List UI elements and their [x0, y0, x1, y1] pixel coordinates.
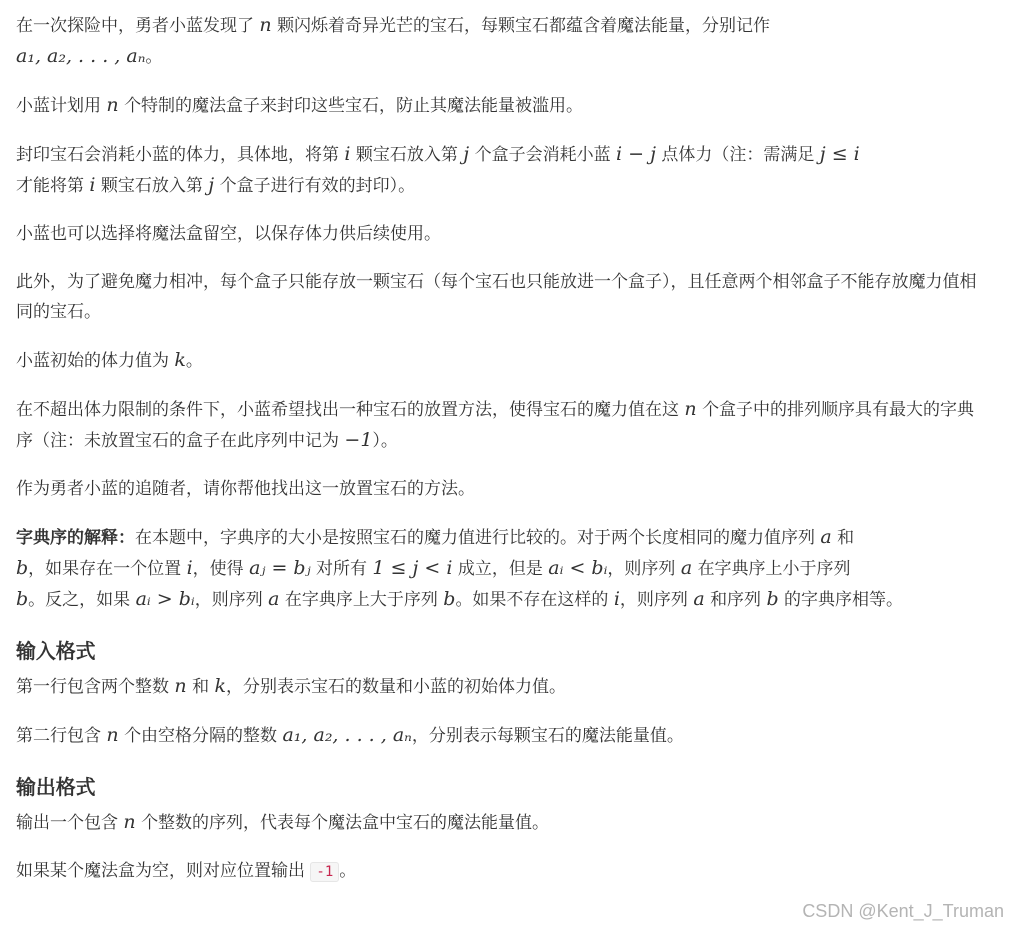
text: 才能将第	[16, 176, 84, 196]
paragraph-task	[16, 466, 991, 514]
math-b: b	[16, 557, 29, 579]
math-n: n	[106, 724, 119, 746]
text: 第二行包含	[16, 726, 101, 746]
text: ，则序列	[619, 590, 688, 610]
text: 颗宝石放入第	[100, 176, 203, 196]
text: ，分别表示每颗宝石的魔法能量值。	[411, 726, 684, 746]
text: 颗宝石放入第	[355, 145, 458, 165]
text: ，如果存在一个位置	[28, 559, 182, 579]
text: 和	[837, 528, 855, 548]
text: 在本题中，字典序的大小是按照宝石的魔力值进行比较的。对于两个长度相同的魔力值序列	[135, 528, 815, 548]
paragraph-intro	[16, 0, 991, 82]
math-a: a	[268, 588, 280, 610]
text: ，分别表示宝石的数量和小蓝的初始体力值。	[225, 677, 566, 697]
math-n: n	[123, 811, 136, 833]
paragraph-adjacency	[16, 259, 991, 337]
paragraph-lexicographic	[16, 514, 991, 625]
output-format-heading: 输出格式	[16, 776, 96, 799]
text: 作为勇者小蓝的追随者，请你帮他找出这一放置宝石的方法。	[16, 479, 475, 499]
math-n: n	[684, 398, 697, 420]
bold-term: 字典序的解释：	[16, 528, 135, 548]
text: ，则序列	[607, 559, 676, 579]
math-j: j	[463, 143, 470, 165]
text: 小蓝计划用	[16, 96, 101, 116]
text: 个盒子中的排列顺序具有最大的字典序（注：未放置宝石的盒子在此序列中记为	[16, 400, 975, 451]
math-a: a	[680, 557, 693, 579]
paragraph-boxes	[16, 82, 991, 131]
math-b: b	[766, 588, 779, 610]
csdn-watermark: CSDN @Kent_J_Truman	[802, 901, 1004, 921]
text: 点体力（注：需满足	[661, 145, 815, 165]
math-condition: j ≤ i	[819, 143, 860, 165]
math-n: n	[259, 14, 272, 36]
math-range: 1 ≤ j < i	[372, 557, 453, 579]
math-b: b	[443, 588, 456, 610]
text: 个盒子进行有效的封印）。	[219, 176, 416, 196]
math-negative-one: −1	[344, 429, 373, 451]
paragraph-output-line1	[16, 807, 991, 848]
text: 在字典序上大于序列	[284, 590, 438, 610]
text: 的字典序相等。	[784, 590, 904, 610]
text: 如果某个魔法盒为空，则对应位置输出	[16, 861, 305, 881]
text: ，则序列	[194, 590, 263, 610]
math-k: k	[214, 675, 226, 697]
problem-statement	[16, 0, 991, 897]
text: 在不超出体力限制的条件下，小蓝希望找出一种宝石的放置方法，使得宝石的魔力值在这	[16, 400, 679, 420]
math-b: b	[16, 588, 29, 610]
math-n: n	[174, 675, 187, 697]
paragraph-cost	[16, 131, 991, 211]
math-i: i	[186, 557, 193, 579]
text: 。如果不存在这样的	[455, 590, 609, 610]
text: 。反之，如果	[28, 590, 131, 610]
math-i: i	[613, 588, 620, 610]
inline-code: -1	[310, 862, 339, 882]
text: 和序列	[710, 590, 762, 610]
paragraph-input-line2	[16, 712, 991, 761]
text: 在字典序上小于序列	[697, 559, 851, 579]
input-format-heading: 输入格式	[16, 640, 96, 663]
text: 个盒子会消耗小蓝	[474, 145, 611, 165]
math-j: j	[208, 174, 215, 196]
math-sequence: a₁, a₂, . . . , aₙ	[282, 724, 412, 746]
math-i: i	[344, 143, 351, 165]
text: 颗闪烁着奇异光芒的宝石，每颗宝石都蕴含着魔法能量，分别记作	[277, 16, 771, 36]
math-greater-than: aᵢ > bᵢ	[135, 588, 195, 610]
text: 在一次探险中，勇者小蓝发现了	[16, 16, 254, 36]
math-i: i	[89, 174, 96, 196]
text: 小蓝初始的体力值为	[16, 351, 169, 371]
paragraph-input-line1	[16, 671, 991, 712]
math-a: a	[693, 588, 705, 610]
text: 第一行包含两个整数	[16, 677, 169, 697]
text: 小蓝也可以选择将魔法盒留空，以保存体力供后续使用。	[16, 224, 441, 244]
text: ，使得	[192, 559, 244, 579]
text: 对所有	[316, 559, 367, 579]
math-less-than: aᵢ < bᵢ	[548, 557, 608, 579]
text: 个整数的序列，代表每个魔法盒中宝石的魔法能量值。	[141, 813, 550, 833]
text: 。	[145, 47, 163, 67]
text: 成立，但是	[457, 559, 543, 579]
text: ）。	[372, 431, 398, 451]
math-n: n	[106, 94, 119, 116]
math-cost: i − j	[616, 143, 656, 165]
paragraph-output-line2	[16, 848, 991, 897]
math-k: k	[174, 349, 186, 371]
text: 输出一个包含	[16, 813, 118, 833]
text: 此外，为了避免魔力相冲，每个盒子只能存放一颗宝石（每个宝石也只能放进一个盒子），且任意两个相邻盒子不能存放魔力值相同的宝石。	[16, 272, 977, 322]
text: 。	[185, 351, 203, 371]
text: 。	[339, 861, 357, 881]
text: 和	[192, 677, 210, 697]
text: 个特制的魔法盒子来封印这些宝石，防止其魔法能量被滥用。	[124, 96, 584, 116]
text: 个由空格分隔的整数	[124, 726, 278, 746]
math-a: a	[820, 526, 832, 548]
paragraph-empty-box	[16, 211, 991, 259]
math-sequence: a₁, a₂, . . . , aₙ	[16, 45, 146, 67]
paragraph-goal	[16, 386, 991, 466]
paragraph-stamina	[16, 337, 991, 386]
text: 封印宝石会消耗小蓝的体力，具体地，将第	[16, 145, 339, 165]
math-equality: aⱼ = bⱼ	[249, 557, 311, 579]
